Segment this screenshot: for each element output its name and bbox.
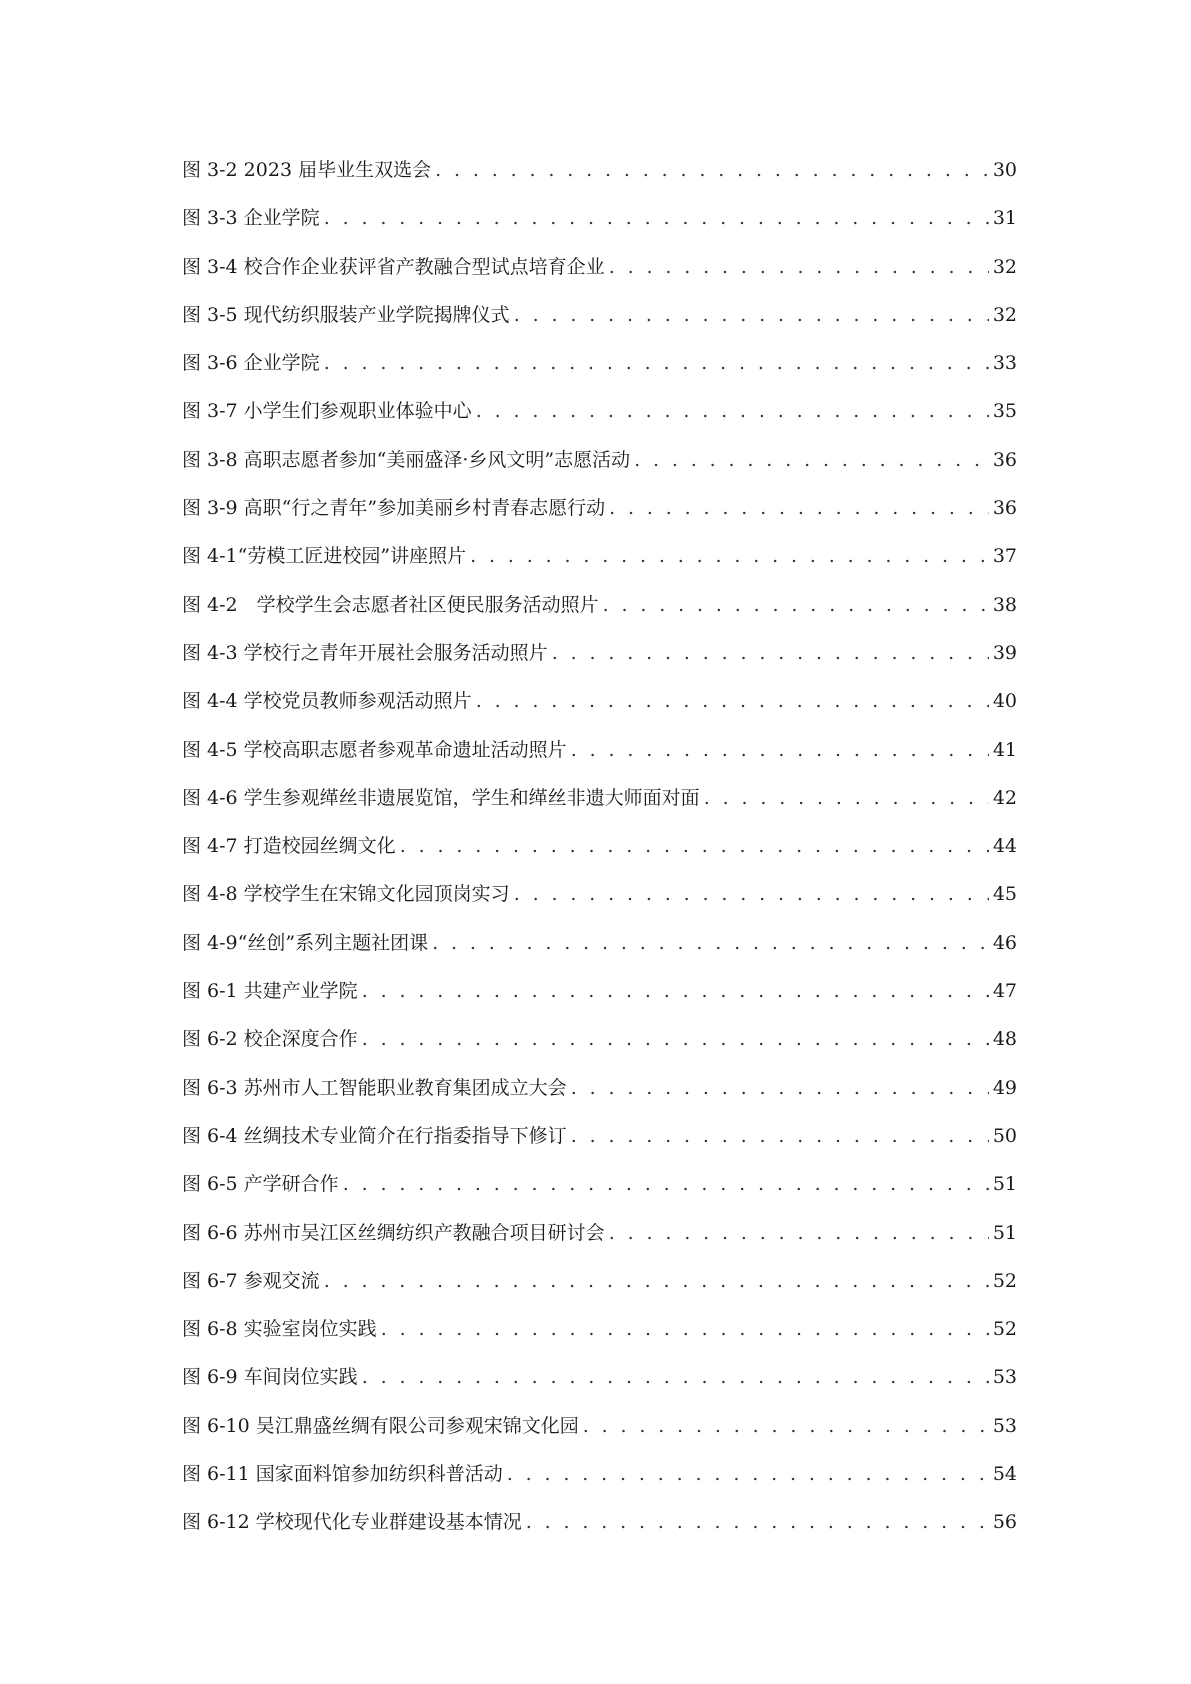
dot-leader (432, 931, 989, 955)
entry-label: 图 6-10 吴江鼎盛丝绸有限公司参观宋锦文化园 (182, 1414, 579, 1437)
list-of-figures (182, 158, 1017, 1559)
entry-page-number: 32 (992, 303, 1017, 326)
entry-page-number: 53 (992, 1414, 1017, 1437)
toc-entry[interactable] (182, 206, 1017, 254)
toc-entry[interactable] (182, 399, 1017, 447)
entry-label: 图 4-8 学校学生在宋锦文化园顶岗实习 (182, 883, 510, 906)
entry-page-number: 41 (992, 738, 1017, 761)
entry-label: 图 4-5 学校高职志愿者参观革命遗址活动照片 (182, 738, 567, 761)
dot-leader (324, 206, 989, 230)
toc-entry[interactable] (182, 496, 1017, 544)
entry-label: 图 3-5 现代纺织服装产业学院揭牌仪式 (182, 303, 510, 326)
entry-page-number: 53 (992, 1366, 1017, 1389)
entry-page-number: 45 (992, 883, 1017, 906)
entry-label: 图 4-6 学生参观缂丝非遗展览馆，学生和缂丝非遗大师面对面 (182, 786, 700, 809)
dot-leader (476, 399, 989, 423)
entry-page-number: 37 (992, 545, 1017, 568)
entry-label: 图 3-4 校合作企业获评省产教融合型试点培育企业 (182, 255, 605, 278)
entry-page-number: 56 (992, 1511, 1017, 1534)
entry-label: 图 4-7 打造校园丝绸文化 (182, 835, 396, 858)
toc-entry[interactable] (182, 303, 1017, 351)
toc-entry[interactable] (182, 931, 1017, 979)
entry-page-number: 48 (992, 1028, 1017, 1051)
dot-leader (609, 496, 989, 520)
toc-entry[interactable] (182, 448, 1017, 496)
entry-label: 图 4-1“劳模工匠进校园”讲座照片 (182, 545, 467, 568)
toc-entry[interactable] (182, 641, 1017, 689)
toc-entry[interactable] (182, 158, 1017, 206)
dot-leader (526, 1510, 989, 1534)
entry-label: 图 4-3 学校行之青年开展社会服务活动照片 (182, 641, 548, 664)
entry-label: 图 4-2 学校学生会志愿者社区便民服务活动照片 (182, 593, 599, 616)
dot-leader (476, 689, 989, 713)
toc-entry[interactable] (182, 689, 1017, 737)
toc-entry[interactable] (182, 786, 1017, 834)
toc-entry[interactable] (182, 1027, 1017, 1075)
entry-label: 图 6-12 学校现代化专业群建设基本情况 (182, 1511, 522, 1534)
toc-entry[interactable] (182, 1317, 1017, 1365)
entry-page-number: 40 (992, 690, 1017, 713)
entry-page-number: 38 (992, 593, 1017, 616)
entry-label: 图 6-9 车间岗位实践 (182, 1366, 358, 1389)
toc-entry[interactable] (182, 1076, 1017, 1124)
entry-label: 图 6-1 共建产业学院 (182, 980, 358, 1003)
toc-entry[interactable] (182, 882, 1017, 930)
toc-entry[interactable] (182, 1172, 1017, 1220)
entry-label: 图 6-5 产学研合作 (182, 1173, 339, 1196)
entry-page-number: 51 (992, 1221, 1017, 1244)
entry-page-number: 51 (992, 1173, 1017, 1196)
toc-entry[interactable] (182, 1365, 1017, 1413)
entry-label: 图 6-3 苏州市人工智能职业教育集团成立大会 (182, 1076, 567, 1099)
toc-entry[interactable] (182, 255, 1017, 303)
entry-page-number: 31 (992, 207, 1017, 230)
entry-label: 图 3-6 企业学院 (182, 352, 320, 375)
toc-entry[interactable] (182, 979, 1017, 1027)
dot-leader (507, 1462, 989, 1486)
dot-leader (381, 1317, 989, 1341)
dot-leader (435, 158, 989, 182)
dot-leader (324, 351, 989, 375)
entry-label: 图 4-4 学校党员教师参观活动照片 (182, 690, 472, 713)
dot-leader (571, 738, 989, 762)
toc-entry[interactable] (182, 544, 1017, 592)
entry-label: 图 6-6 苏州市吴江区丝绸纺织产教融合项目研讨会 (182, 1221, 605, 1244)
entry-label: 图 6-8 实验室岗位实践 (182, 1318, 377, 1341)
entry-label: 图 6-4 丝绸技术专业简介在行指委指导下修订 (182, 1124, 567, 1147)
entry-page-number: 32 (992, 255, 1017, 278)
entry-label: 图 3-8 高职志愿者参加“美丽盛泽·乡风文明”志愿活动 (182, 448, 631, 471)
entry-page-number: 52 (992, 1269, 1017, 1292)
entry-page-number: 46 (992, 931, 1017, 954)
entry-label: 图 3-9 高职“行之青年”参加美丽乡村青春志愿行动 (182, 497, 606, 520)
dot-leader (704, 786, 989, 810)
entry-label: 图 3-3 企业学院 (182, 207, 320, 230)
toc-entry[interactable] (182, 593, 1017, 641)
entry-page-number: 44 (992, 835, 1017, 858)
dot-leader (343, 1172, 989, 1196)
toc-entry[interactable] (182, 351, 1017, 399)
entry-label: 图 6-7 参观交流 (182, 1269, 320, 1292)
dot-leader (362, 1027, 989, 1051)
dot-leader (583, 1414, 989, 1438)
dot-leader (552, 641, 989, 665)
entry-page-number: 36 (992, 497, 1017, 520)
entry-label: 图 6-2 校企深度合作 (182, 1028, 358, 1051)
entry-label: 图 3-7 小学生们参观职业体验中心 (182, 400, 472, 423)
dot-leader (514, 303, 989, 327)
entry-label: 图 4-9“丝创”系列主题社团课 (182, 931, 429, 954)
dot-leader (603, 593, 989, 617)
entry-label: 图 3-2 2023 届毕业生双选会 (182, 159, 432, 181)
entry-page-number: 54 (992, 1463, 1017, 1486)
toc-entry[interactable] (182, 1462, 1017, 1510)
entry-page-number: 33 (992, 352, 1017, 375)
entry-label: 图 6-11 国家面料馆参加纺织科普活动 (182, 1463, 503, 1486)
dot-leader (362, 1365, 989, 1389)
dot-leader (324, 1269, 989, 1293)
dot-leader (362, 979, 989, 1003)
dot-leader (571, 1076, 989, 1100)
entry-page-number: 42 (992, 786, 1017, 809)
entry-page-number: 39 (992, 641, 1017, 664)
dot-leader (400, 834, 989, 858)
entry-page-number: 49 (992, 1076, 1017, 1099)
toc-entry[interactable] (182, 1124, 1017, 1172)
toc-entry[interactable] (182, 738, 1017, 786)
dot-leader (571, 1124, 989, 1148)
entry-page-number: 52 (992, 1318, 1017, 1341)
toc-entry[interactable] (182, 834, 1017, 882)
toc-entry[interactable] (182, 1510, 1017, 1558)
entry-page-number: 50 (992, 1124, 1017, 1147)
toc-entry[interactable] (182, 1414, 1017, 1462)
dot-leader (609, 255, 989, 279)
toc-entry[interactable] (182, 1269, 1017, 1317)
dot-leader (514, 882, 989, 906)
entry-page-number: 30 (992, 159, 1017, 181)
toc-entry[interactable] (182, 1221, 1017, 1269)
entry-page-number: 47 (992, 980, 1017, 1003)
dot-leader (634, 448, 989, 472)
dot-leader (470, 544, 989, 568)
entry-page-number: 36 (992, 448, 1017, 471)
dot-leader (609, 1221, 989, 1245)
entry-page-number: 35 (992, 400, 1017, 423)
